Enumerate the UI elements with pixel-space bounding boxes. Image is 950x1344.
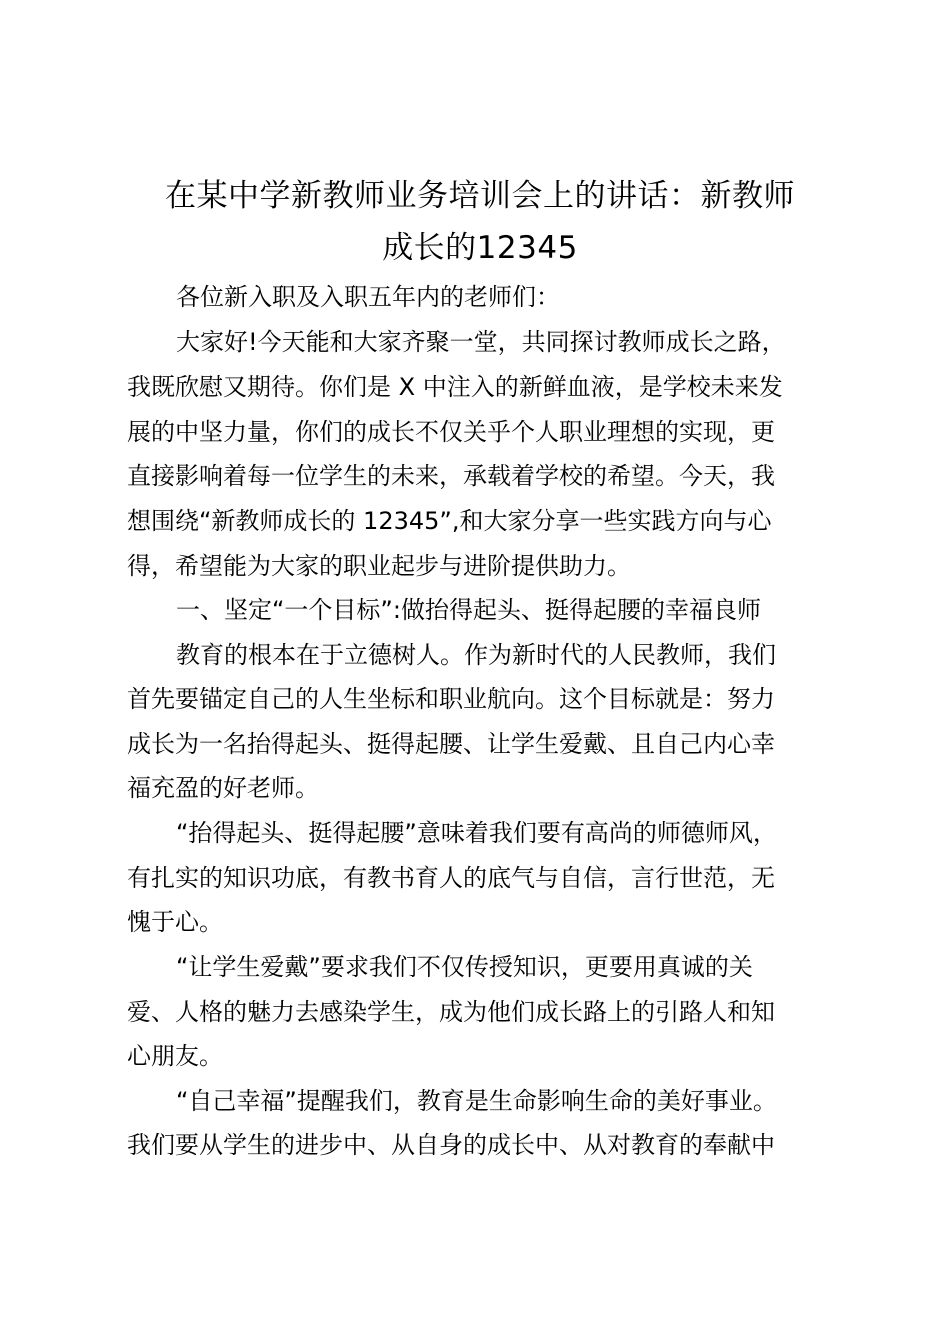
body-line: 成长为一名抬得起头、挺得起腰、让学生爱戴、且自己内心幸 <box>127 730 775 758</box>
body-line: 大家好!今天能和大家齐聚一堂，共同探讨教师成长之路， <box>176 328 786 356</box>
body-line: “让学生爱戴”要求我们不仅传授知识，更要用真诚的关 <box>176 953 753 981</box>
body-line: 有扎实的知识功底，有教书育人的底气与自信，言行世范，无 <box>127 864 775 892</box>
body-line: 想围绕“新教师成长的 12345”,和大家分享一些实践方向与心 <box>127 507 772 535</box>
salutation: 各位新入职及入职五年内的老师们： <box>176 283 560 311</box>
body-line: 我们要从学生的进步中、从自身的成长中、从对教育的奉献中 <box>127 1131 775 1159</box>
body-line: 福充盈的好老师。 <box>127 774 319 802</box>
body-line: 心朋友。 <box>127 1042 223 1070</box>
body-line: 直接影响着每一位学生的未来，承载着学校的希望。今天，我 <box>127 462 775 490</box>
body-line: 首先要锚定自己的人生坐标和职业航向。这个目标就是：努力 <box>127 685 775 713</box>
document-title-line-2: 成长的12345 <box>382 230 578 266</box>
body-line: 爱、人格的魅力去感染学生，成为他们成长路上的引路人和知 <box>127 998 775 1026</box>
body-line: “自己幸福”提醒我们，教育是生命影响生命的美好事业。 <box>176 1087 777 1115</box>
section-heading: 一、坚定“一个目标”:做抬得起头、挺得起腰的幸福良师 <box>176 596 761 624</box>
body-line: 我既欣慰又期待。你们是 X 中注入的新鲜血液，是学校未来发 <box>127 373 783 401</box>
body-line: 愧于心。 <box>127 908 223 936</box>
body-line: “抬得起头、挺得起腰”意味着我们要有高尚的师德师风， <box>176 819 777 847</box>
document-title-line-1: 在某中学新教师业务培训会上的讲话：新教师 <box>165 178 795 214</box>
body-line: 得，希望能为大家的职业起步与进阶提供助力。 <box>127 552 631 580</box>
body-line: 展的中坚力量，你们的成长不仅关乎个人职业理想的实现，更 <box>127 418 775 446</box>
body-line: 教育的根本在于立德树人。作为新时代的人民教师，我们 <box>176 641 776 669</box>
